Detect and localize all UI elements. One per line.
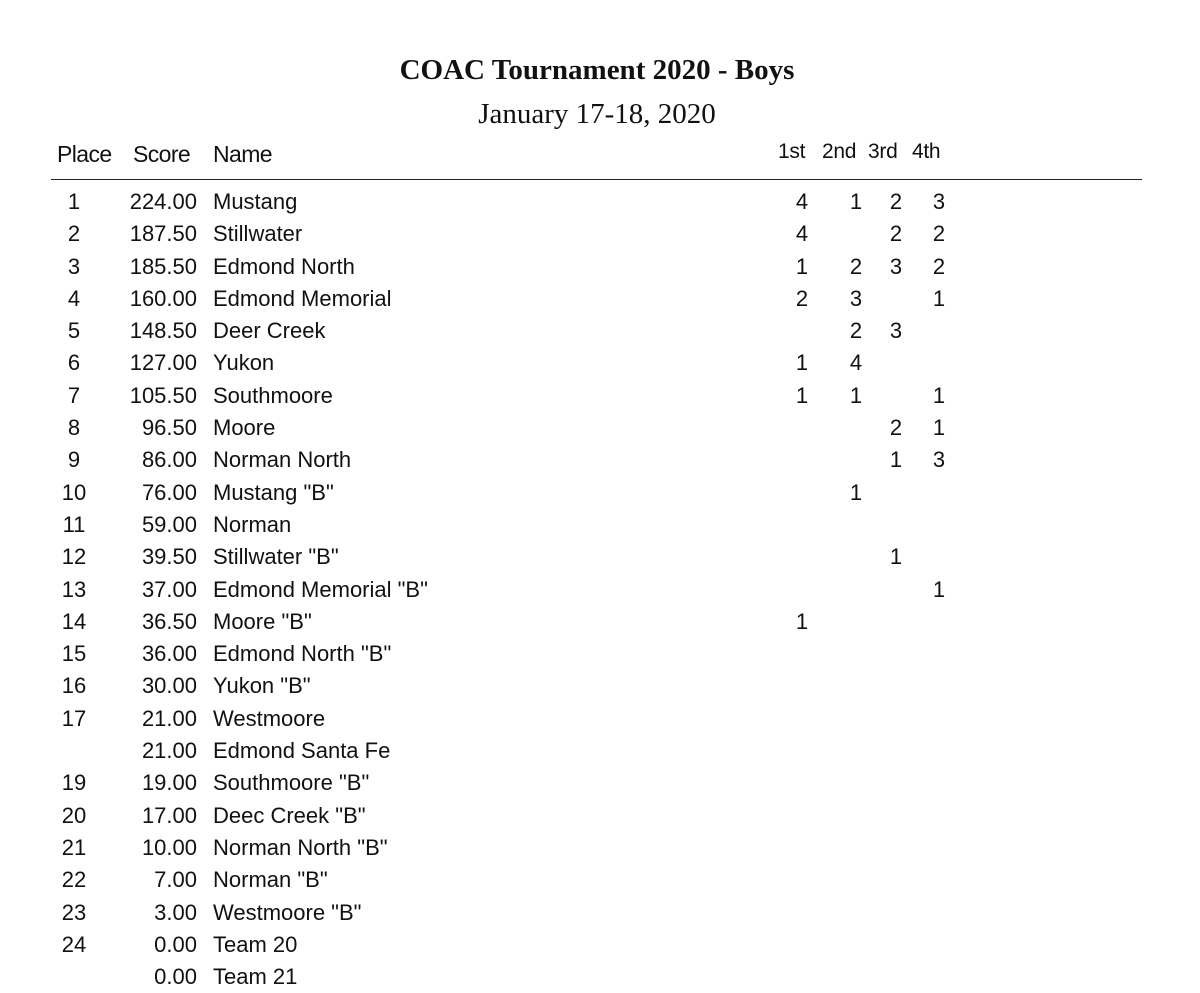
column-header-2nd: 2nd <box>822 140 857 163</box>
third-place-count: 2 <box>889 189 903 214</box>
table-row <box>0 251 1200 283</box>
column-header-4th: 4th <box>912 140 941 163</box>
second-place-count: 1 <box>849 382 863 408</box>
place-cell: 16 <box>61 673 87 699</box>
team-name-cell: Edmond North <box>213 253 355 279</box>
second-place-count: 2 <box>849 253 863 279</box>
fourth-place-count: 1 <box>932 285 946 311</box>
team-name-cell: Moore <box>213 415 276 441</box>
score-cell: 10.00 <box>141 834 197 860</box>
team-name-cell: Westmoore "B" <box>213 899 362 925</box>
first-place-count: 1 <box>795 382 809 408</box>
place-cell: 8 <box>67 415 81 441</box>
place-cell: 6 <box>67 350 81 376</box>
fourth-place-count: 2 <box>932 221 946 247</box>
first-place-count: 1 <box>795 608 809 634</box>
second-place-count: 4 <box>849 350 863 376</box>
score-cell: 185.50 <box>129 253 197 279</box>
table-row <box>0 315 1200 347</box>
score-cell: 21.00 <box>141 705 197 731</box>
table-row <box>0 574 1200 606</box>
results-table <box>0 186 1200 990</box>
team-name-cell: Team 21 <box>213 964 298 990</box>
first-place-count: 2 <box>795 285 809 311</box>
table-row <box>0 670 1200 702</box>
column-header-3rd: 3rd <box>868 140 898 163</box>
team-name-cell: Yukon "B" <box>213 673 311 699</box>
first-place-count: 1 <box>795 350 809 376</box>
table-row <box>0 638 1200 670</box>
team-name-cell: Stillwater <box>213 221 303 247</box>
score-cell: 96.50 <box>141 415 197 441</box>
team-name-cell: Mustang "B" <box>213 479 334 505</box>
table-row <box>0 412 1200 444</box>
score-cell: 30.00 <box>141 673 197 699</box>
column-header-score: Score <box>133 141 191 167</box>
score-cell: 86.00 <box>141 447 197 473</box>
first-place-count: 4 <box>795 189 809 214</box>
place-cell: 24 <box>61 931 87 957</box>
table-row <box>0 703 1200 735</box>
place-cell: 9 <box>67 447 81 473</box>
team-name-cell: Norman "B" <box>213 867 328 893</box>
score-cell: 36.50 <box>141 608 197 634</box>
fourth-place-count: 1 <box>932 415 946 441</box>
second-place-count: 1 <box>849 479 863 505</box>
place-cell: 7 <box>67 382 81 408</box>
document-title: COAC Tournament 2020 - Boys <box>399 54 795 86</box>
fourth-place-count: 1 <box>932 382 946 408</box>
score-cell: 37.00 <box>141 576 197 602</box>
column-header-1st: 1st <box>778 140 806 163</box>
place-cell: 19 <box>61 770 87 796</box>
score-cell: 17.00 <box>141 802 197 828</box>
third-place-count: 2 <box>889 415 903 441</box>
place-cell: 4 <box>67 285 81 311</box>
table-row <box>0 929 1200 961</box>
third-place-count: 1 <box>889 544 903 570</box>
place-cell: 2 <box>67 221 81 247</box>
second-place-count: 3 <box>849 285 863 311</box>
second-place-count: 2 <box>849 318 863 344</box>
team-name-cell: Edmond Memorial "B" <box>213 576 428 602</box>
second-place-count: 1 <box>849 189 863 214</box>
team-name-cell: Yukon <box>213 350 275 376</box>
team-name-cell: Edmond Memorial <box>213 285 392 311</box>
place-cell: 15 <box>61 641 87 667</box>
score-cell: 39.50 <box>141 544 197 570</box>
fourth-place-count: 3 <box>932 447 946 473</box>
fourth-place-count: 1 <box>932 576 946 602</box>
team-name-cell: Norman North "B" <box>213 834 388 860</box>
place-cell: 22 <box>61 867 87 893</box>
third-place-count: 3 <box>889 318 903 344</box>
score-cell: 36.00 <box>141 641 197 667</box>
table-row <box>0 800 1200 832</box>
place-cell: 1 <box>67 189 81 214</box>
team-name-cell: Norman <box>213 511 292 537</box>
team-name-cell: Southmoore <box>213 382 333 408</box>
third-place-count: 3 <box>889 253 903 279</box>
place-cell: 21 <box>61 834 87 860</box>
header-divider <box>51 179 1142 180</box>
score-cell: 148.50 <box>129 318 197 344</box>
team-name-cell: Stillwater "B" <box>213 544 339 570</box>
document-date: January 17-18, 2020 <box>478 98 716 130</box>
score-cell: 187.50 <box>129 221 197 247</box>
place-cell: 5 <box>67 318 81 344</box>
table-row <box>0 767 1200 799</box>
third-place-count: 1 <box>889 447 903 473</box>
third-place-count: 2 <box>889 221 903 247</box>
score-cell: 224.00 <box>129 189 197 214</box>
team-name-cell: Team 20 <box>213 931 298 957</box>
place-cell: 10 <box>61 479 87 505</box>
place-cell: 13 <box>61 576 87 602</box>
table-row <box>0 380 1200 412</box>
table-row <box>0 961 1200 993</box>
team-name-cell: Deec Creek "B" <box>213 802 366 828</box>
table-row <box>0 832 1200 864</box>
fourth-place-count: 2 <box>932 253 946 279</box>
team-name-cell: Edmond North "B" <box>213 641 392 667</box>
table-row <box>0 509 1200 541</box>
first-place-count: 4 <box>795 221 809 247</box>
team-name-cell: Southmoore "B" <box>213 770 370 796</box>
team-name-cell: Norman North <box>213 447 352 473</box>
team-name-cell: Moore "B" <box>213 608 312 634</box>
table-row <box>0 735 1200 767</box>
table-row <box>0 606 1200 638</box>
score-cell: 160.00 <box>129 285 197 311</box>
table-row <box>0 477 1200 509</box>
table-row <box>0 347 1200 379</box>
score-cell: 59.00 <box>141 511 197 537</box>
place-cell: 17 <box>61 705 87 731</box>
table-row <box>0 218 1200 250</box>
table-row <box>0 541 1200 573</box>
score-cell: 0.00 <box>154 931 197 957</box>
first-place-count: 1 <box>795 253 809 279</box>
place-cell: 20 <box>61 802 87 828</box>
column-header-name: Name <box>213 141 272 167</box>
score-cell: 127.00 <box>129 350 197 376</box>
place-cell: 3 <box>67 253 81 279</box>
place-cell: 12 <box>61 544 87 570</box>
table-row <box>0 283 1200 315</box>
fourth-place-count: 3 <box>932 189 946 214</box>
table-row <box>0 897 1200 929</box>
place-cell: 14 <box>61 608 87 634</box>
table-row <box>0 444 1200 476</box>
score-cell: 21.00 <box>141 738 197 764</box>
score-cell: 105.50 <box>129 382 197 408</box>
column-header-place: Place <box>57 141 112 167</box>
score-cell: 0.00 <box>154 964 197 990</box>
team-name-cell: Westmoore <box>213 705 326 731</box>
score-cell: 76.00 <box>141 479 197 505</box>
table-row <box>0 186 1200 218</box>
team-name-cell: Mustang <box>213 189 298 214</box>
score-cell: 7.00 <box>154 867 197 893</box>
place-cell: 23 <box>61 899 87 925</box>
team-name-cell: Deer Creek <box>213 318 326 344</box>
score-cell: 3.00 <box>154 899 197 925</box>
table-row <box>0 864 1200 896</box>
team-name-cell: Edmond Santa Fe <box>213 738 391 764</box>
score-cell: 19.00 <box>141 770 197 796</box>
place-cell: 11 <box>62 511 86 537</box>
